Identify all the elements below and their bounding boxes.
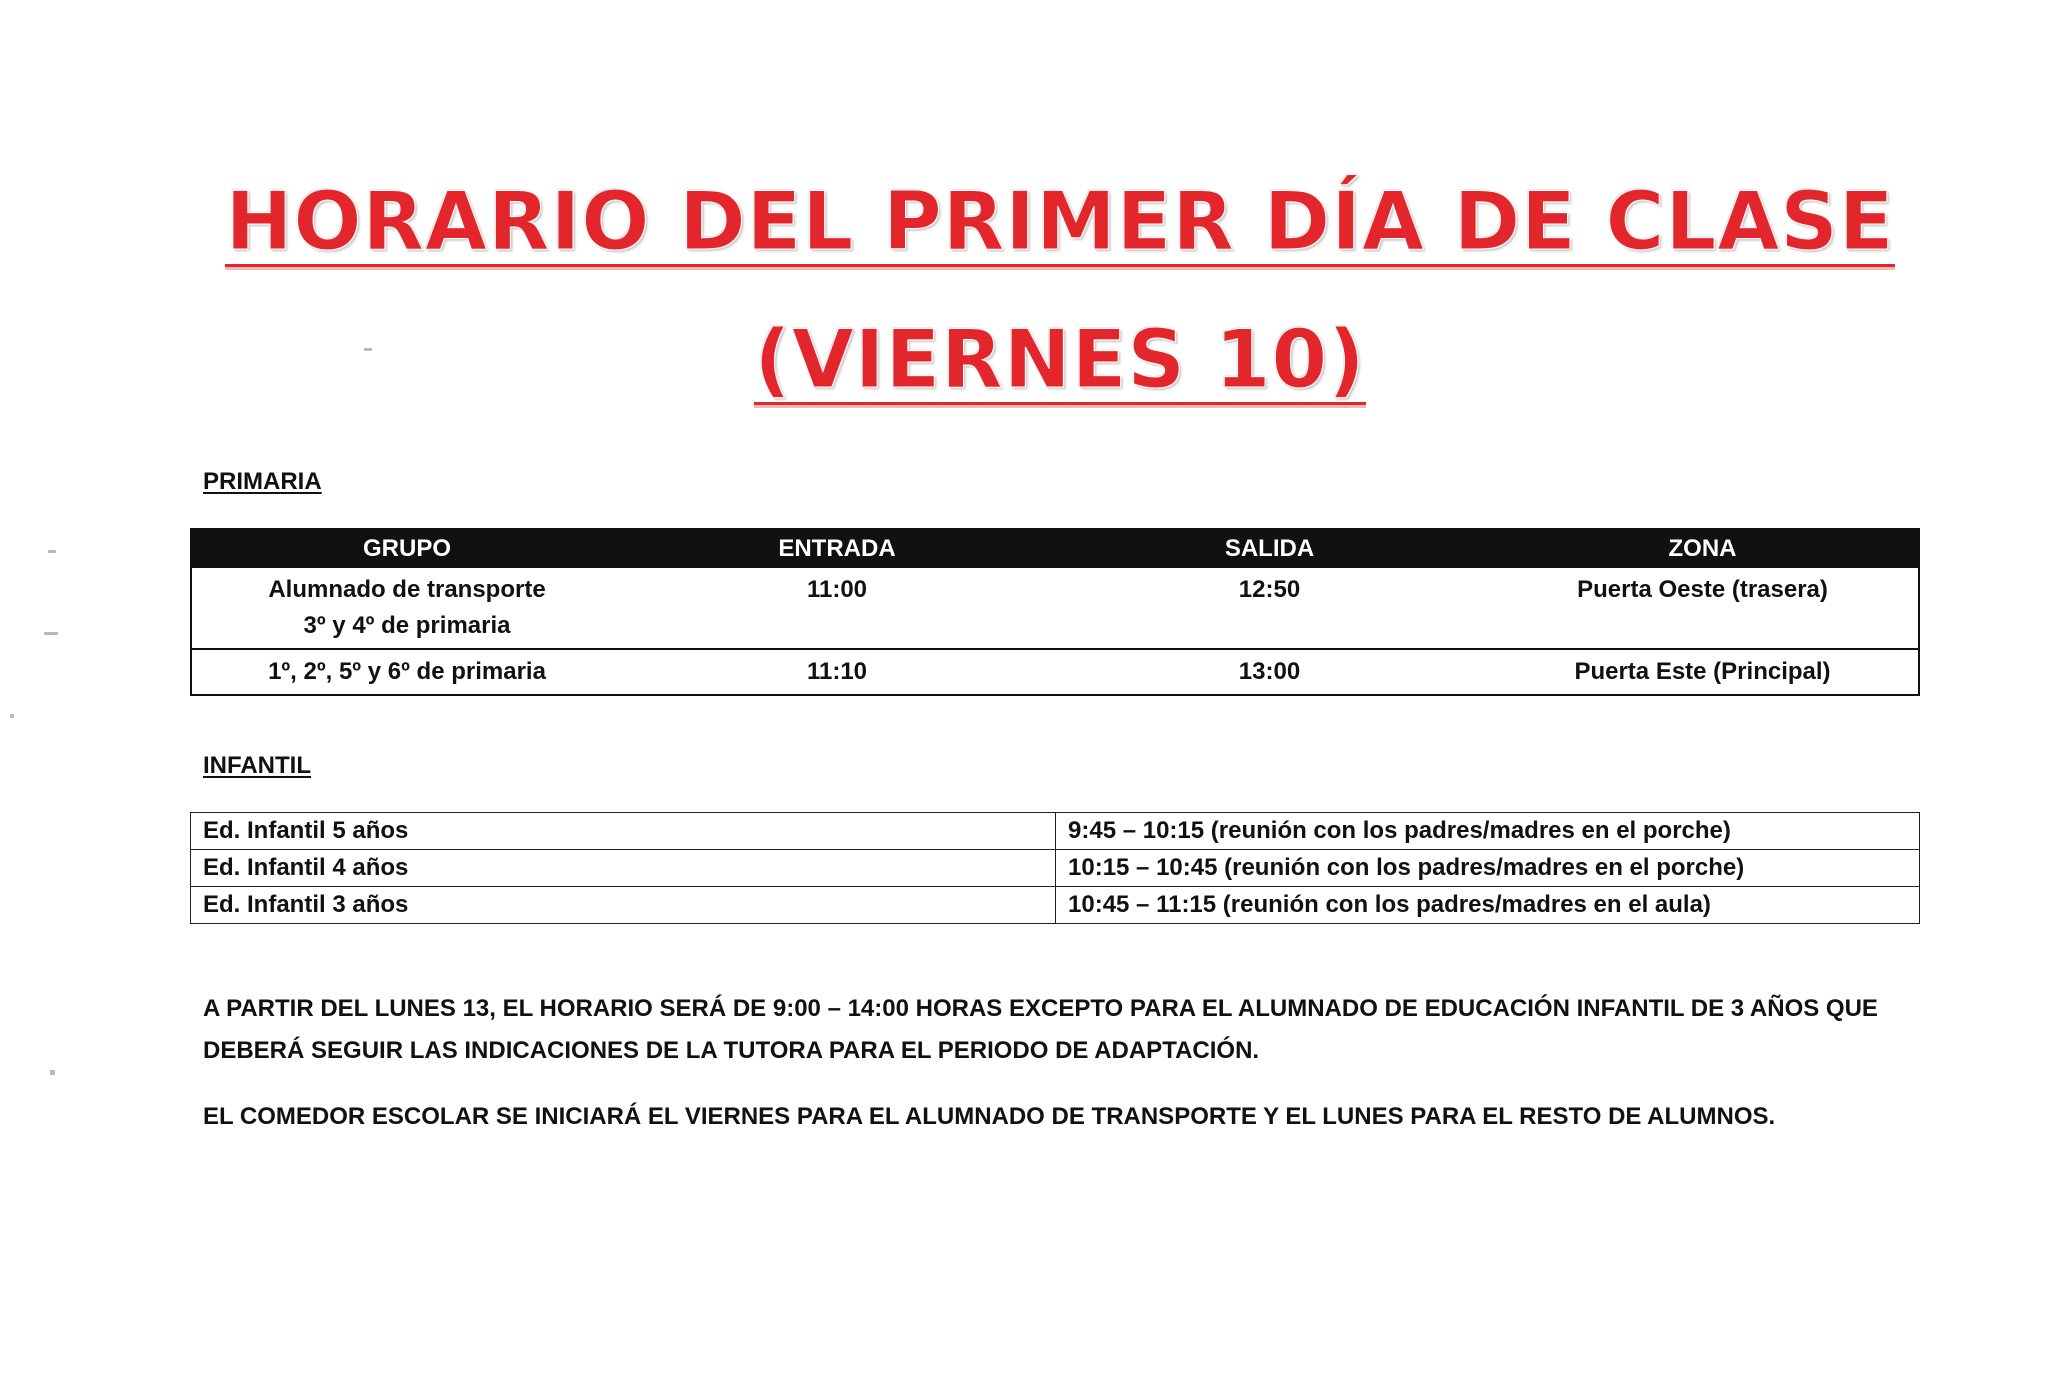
cell-entrada: 11:10 [806, 658, 868, 685]
primaria-table [190, 528, 1920, 696]
table-row [191, 649, 1919, 695]
column-header-zona: ZONA [1487, 529, 1919, 568]
cell-horario: 10:45 – 11:15 (reunión con los padres/madres en el aula) [1056, 887, 1920, 924]
cell-entrada: 11:00 [622, 568, 1052, 649]
primaria-header-row [191, 529, 1919, 568]
cell-zona: Puerta Este (Principal) [1574, 658, 1831, 685]
page-title [0, 175, 2048, 268]
infantil-heading: INFANTIL [203, 752, 311, 779]
table-row [191, 813, 1920, 850]
cell-grupo: Ed. Infantil 3 años [191, 887, 1056, 924]
table-row [191, 568, 1919, 649]
cell-grupo: 1º, 2º, 5º y 6º de primaria [268, 658, 546, 685]
note-comedor: EL COMEDOR ESCOLAR SE INICIARÁ EL VIERNES PARA EL ALUMNADO DE TRANSPORTE Y EL LUNES PARA EL RESTO DE ALUMNOS. [203, 1103, 1776, 1130]
cell-zona: Puerta Oeste (trasera) [1487, 568, 1919, 649]
infantil-table [190, 812, 1920, 924]
cell-salida: 12:50 [1052, 568, 1487, 649]
note-horario-general: A PARTIR DEL LUNES 13, EL HORARIO SERÁ DE 9:00 – 14:00 HORAS EXCEPTO PARA EL ALUMNADO DE EDUCACIÓN INFANTIL DE 3 AÑOS QUE DEBERÁ SEGUIR LAS INDICACIONES DE LA TUTORA PARA EL PERIODO DE ADAPTACIÓN. [203, 995, 1878, 1064]
scan-speck [50, 1070, 55, 1075]
scan-speck [44, 632, 58, 635]
column-header-entrada: ENTRADA [622, 529, 1052, 568]
cell-horario: 9:45 – 10:15 (reunión con los padres/madres en el porche) [1056, 813, 1920, 850]
table-row [191, 887, 1920, 924]
grupo-line-2: 3º y 4º de primaria [303, 612, 511, 639]
cell-grupo: Ed. Infantil 4 años [191, 850, 1056, 887]
cell-grupo [191, 568, 622, 649]
cell-salida: 13:00 [1238, 658, 1301, 685]
column-header-grupo: GRUPO [191, 529, 622, 568]
scan-speck [48, 550, 56, 553]
grupo-line-1: Alumnado de transporte [268, 576, 546, 603]
title-line-2: (VIERNES 10) [754, 313, 1366, 406]
primaria-heading: PRIMARIA [203, 468, 322, 495]
scan-speck [10, 714, 14, 718]
title-line-1: HORARIO DEL PRIMER DÍA DE CLASE [225, 175, 1895, 268]
scan-speck [364, 348, 372, 351]
table-row [191, 850, 1920, 887]
page-subtitle [0, 313, 2048, 406]
cell-horario: 10:15 – 10:45 (reunión con los padres/madres en el porche) [1056, 850, 1920, 887]
cell-grupo: Ed. Infantil 5 años [191, 813, 1056, 850]
column-header-salida: SALIDA [1052, 529, 1487, 568]
